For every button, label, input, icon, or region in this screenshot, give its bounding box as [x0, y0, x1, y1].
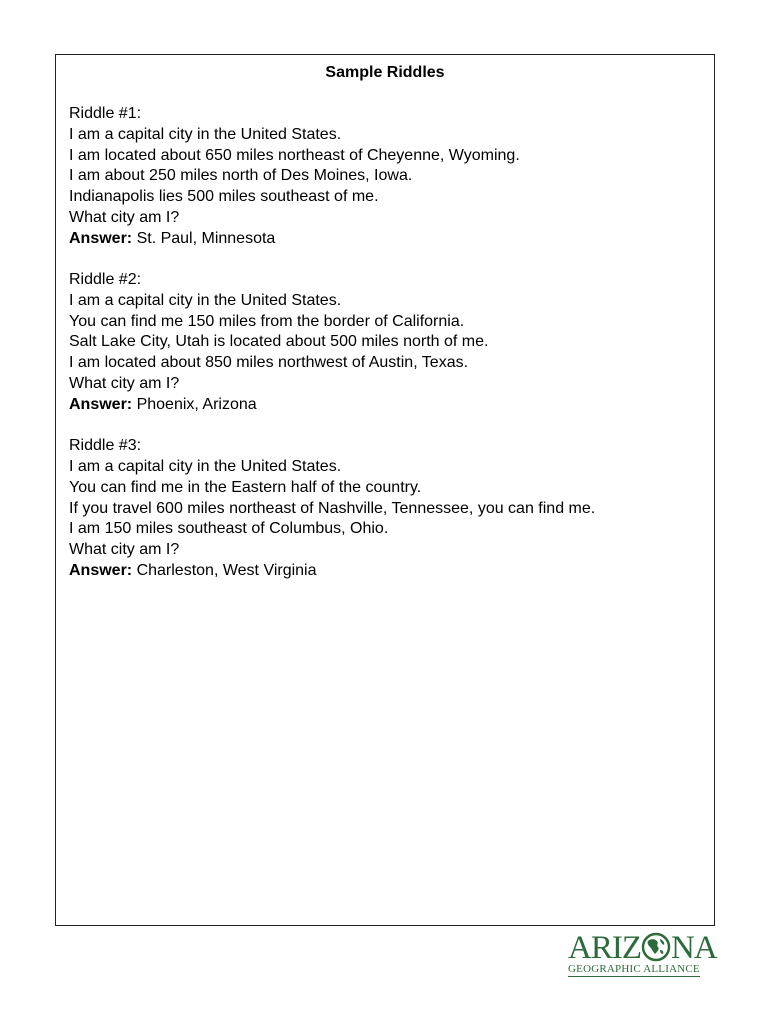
riddle-answer — [69, 395, 706, 416]
answer-label: Answer: — [69, 229, 133, 247]
riddle-clue: I am a capital city in the United States. — [69, 457, 342, 475]
answer-label: Answer: — [69, 561, 133, 579]
riddle-heading: Riddle #1: — [69, 105, 142, 122]
riddle-clue: Salt Lake City, Utah is located about 500 miles north of me. — [69, 333, 489, 351]
riddle-clue: Indianapolis lies 500 miles southeast of me. — [69, 188, 379, 206]
riddle-clue: I am a capital city in the United States. — [69, 125, 342, 143]
answer-text: Charleston, West Virginia — [132, 561, 317, 579]
logo-wordmark — [568, 930, 717, 966]
arizona-geographic-alliance-logo — [566, 926, 717, 982]
riddle-3 — [69, 436, 706, 582]
riddle-clue: You can find me in the Eastern half of the country. — [69, 478, 422, 496]
riddle-answer — [69, 561, 706, 582]
page-title: Sample Riddles — [325, 64, 445, 81]
riddle-clue: If you travel 600 miles northeast of Nashville, Tennessee, you can find me. — [69, 499, 596, 517]
riddle-clue: I am located about 850 miles northwest of Austin, Texas. — [69, 354, 469, 372]
riddle-clue: You can find me 150 miles from the border of California. — [69, 312, 465, 330]
riddle-clue: I am about 250 miles north of Des Moines, Iowa. — [69, 167, 413, 185]
riddle-1 — [69, 104, 706, 250]
riddle-question: What city am I? — [69, 208, 180, 226]
riddle-heading: Riddle #2: — [69, 271, 142, 289]
riddles-box — [55, 54, 715, 926]
answer-text: Phoenix, Arizona — [132, 395, 257, 413]
riddle-clue: I am located about 650 miles northeast of Cheyenne, Wyoming. — [69, 146, 520, 164]
riddle-list — [69, 104, 706, 602]
riddle-2 — [69, 270, 706, 416]
answer-text: St. Paul, Minnesota — [132, 229, 276, 247]
logo-word-end: NA — [671, 930, 717, 966]
riddle-clue: I am 150 miles southeast of Columbus, Ohio. — [69, 520, 389, 538]
logo-subtitle: GEOGRAPHIC ALLIANCE — [568, 963, 700, 975]
riddle-question: What city am I? — [69, 541, 180, 559]
riddle-answer — [69, 229, 706, 250]
logo-word-start: ARIZ — [568, 930, 641, 966]
riddle-clue: I am a capital city in the United States. — [69, 291, 342, 309]
globe-icon — [641, 932, 671, 962]
riddle-question: What city am I? — [69, 375, 180, 393]
riddle-heading: Riddle #3: — [69, 437, 142, 455]
answer-label: Answer: — [69, 395, 133, 413]
